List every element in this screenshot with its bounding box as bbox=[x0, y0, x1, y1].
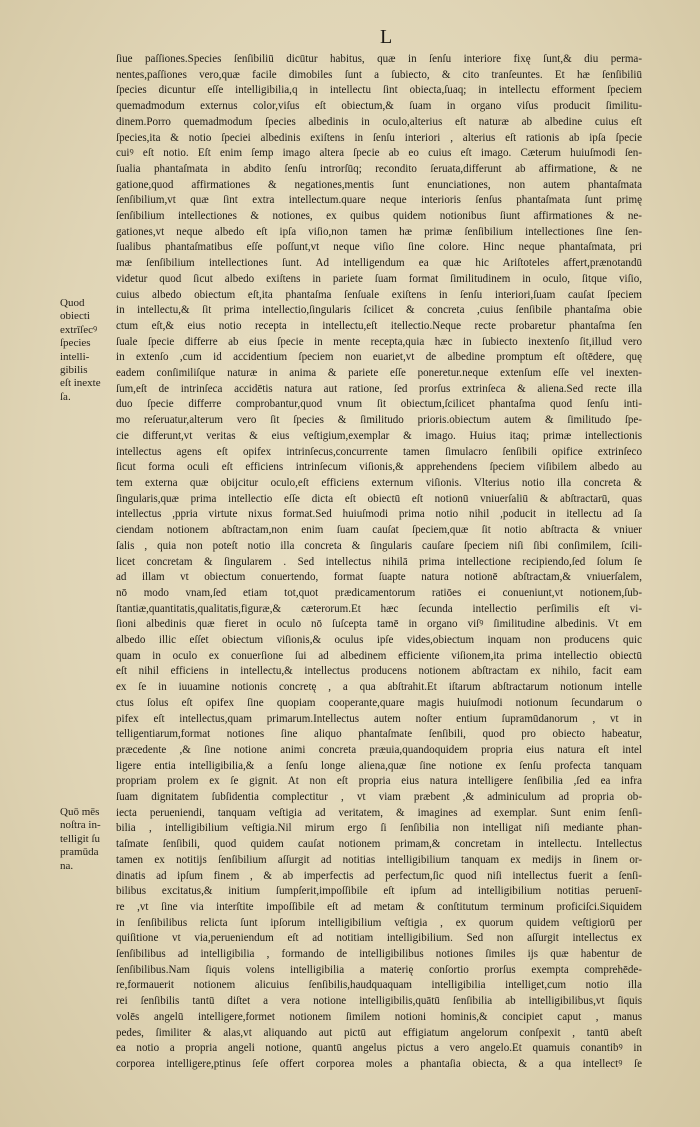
text-line: ſualia phantaſmata in abdito ſenſu introrſūq; recondito ſeruata,differunt ab affirmatione, & ne bbox=[116, 162, 642, 175]
text-line: ſalis , quia non poteſt notio illa concreta & ſingularis cauſare ſpeciem niſi ſibi conſimilem, ſcili- bbox=[116, 539, 642, 552]
text-line: cuius albedo obiectum eſt,ita phantaſma ſenſuale exiſtens in ſenſu interiori,ſuam cauſat ſpeciem bbox=[116, 288, 642, 301]
text-line: cie differunt,vt veritas & eius veſtigium,exemplar & imago. Huius itaq; primæ intellectionis bbox=[116, 429, 642, 442]
text-line: ſenſibilibus.Nam ſiquis volens intelligibilia a materię conſortio prorſus exempta comprehēde- bbox=[116, 963, 642, 976]
text-line: ciendam notionem abſtractam,non enim ſuam cauſat ſpeciem,quæ ſit notio abſtracta & vniuer bbox=[116, 524, 642, 537]
text-line: ſioni albedinis quæ fieret in oculo nō ſuſcepta tamē in organo viſꝰ ſimilitudine albedinis. Vt em bbox=[116, 618, 642, 631]
text-line: eſt nihil efficiens in intellectu,& intellectus producens notionem abſtractam ex nihilo, facit eam bbox=[116, 665, 642, 678]
text-line: re,formauerit notionem alicuius ſenſibilis,haudquaquam intelligibilia intelliget,cum notio illa bbox=[116, 979, 642, 992]
text-line: ſuam dignitatem ſubſidentia complectitur , vt viam præbent ,& adminiculum ad propria ob- bbox=[116, 791, 642, 804]
text-line: ſingularis,quæ prima intellectio eſſe dicta eſt obiectū eſt notionū vniuerſaliū & abſtractarū, quas bbox=[116, 492, 642, 505]
text-line: præcedente ,& ſine notione animi concreta præuia,quandoquidem propria eius natura eſt intel bbox=[116, 743, 642, 756]
text-line: pedes, ſimiliter & alas,vt aliquando aut pictū aut effigiatum angelorum conſpexit , tantū abeſt bbox=[116, 1026, 642, 1039]
text-line: volēs angelū intelligere,formet notionem ſimilem notioni hominis,& concipiet caput , manus bbox=[116, 1010, 642, 1023]
margin-note-line: Quō mēs bbox=[60, 806, 100, 818]
text-line: ſicut forma oculi eſt efficiens intrinſecum viſionis,& apprehendens ſpeciem viſibilem albedo au bbox=[116, 461, 642, 474]
text-line: mæ ſenſibilium intellectiones ſunt. Ad intelligendum ea quæ hic Ariſtoteles affert,prænotandū bbox=[116, 257, 642, 270]
text-line: cuiꝰ eſt notio. Eſt enim ſemp imago altera ſpecie ab eo cuius eſt imago. Cæterum huiuſmodi ſen- bbox=[116, 147, 642, 160]
text-line: ſpecies,ita & notio ſpeciei albedinis exiſtens in ſenſu interiori , alterius eſt rationis ab ipſa ſpecie bbox=[116, 131, 642, 144]
text-line: nō modo vnam,ſed etiam tot,quot prædicamentorum ratiōes ei conueniunt,vt notionem,ſub- bbox=[116, 586, 642, 599]
margin-note-line: intelli- bbox=[60, 350, 90, 363]
text-line: albedo illic eſſet obiectum viſionis,& oculus ipſe vides,obiectum inquam non producens quic bbox=[116, 634, 642, 647]
text-line: bilia , intelligibilium veſtigia.Nil mirum ergo ſi ſenſibilia non intelligat niſi mediante phan- bbox=[116, 822, 642, 835]
text-line: quam in oculo ex conuerſione ſui ad albedinem efficiente viſionem,ita prima intellectio obiectū bbox=[116, 649, 642, 662]
text-line: tem externa quæ obijcitur oculo,eſt efficiens externum viſionis. Vlterius notio illa concreta & bbox=[116, 476, 642, 489]
text-line: intellectus agens eſt opifex intrinſecus,concurrente tamen ſimulacro ſenſibili opifice extrinſeco bbox=[116, 445, 642, 458]
text-line: ctum eſt,& eius notio recepta in intellectu,eſt itellectio.Neque recte probaretur phantaſma ſen bbox=[116, 319, 642, 332]
text-line: gatione,quod affirmationes & negationes,mentis ſunt enunciationes, non autem phantaſmata bbox=[116, 178, 642, 191]
margin-note-line: eſt inexte bbox=[60, 377, 101, 390]
text-line: propriam prolem ex ſe gignit. At non eſt propria eius natura intelligere ſenſibilia ,ſed ea infra bbox=[116, 775, 642, 788]
text-line: ſenſibilium intellectiones & notiones, ex quibus quidem notionibus ſiunt affirmationes & ne- bbox=[116, 210, 642, 223]
text-line: ad illam vt obiectum conuertendo, format ſuapte natura notionē abſtractam,& vniuerſalem, bbox=[116, 571, 642, 584]
text-line: pifex eſt intellectus,quam primarum.Intellectus autem noſter entium ſupramūdanorum , vt in bbox=[116, 712, 642, 725]
text-line: intellectus ,ppria virtute nixus format.Sed huiuſmodi prima notio nihil ,poducit in itellectu ad ſa bbox=[116, 508, 642, 521]
text-line: dinatis ad ipſum finem , & ab imperfectis ad perfectum,ſic quod niſi intellectus fuerit a ſenſi- bbox=[116, 869, 642, 882]
text-line: ſenſibilium,vt quæ ſint extra intellectum.quare neque interioris ſenſus phantaſmata ſunt primę bbox=[116, 194, 642, 207]
text-line: re ,vt ſine via interſtite impoſſibile eſt ad metam & conſtitutum terminum proficiſci.Siquidem bbox=[116, 900, 642, 913]
text-line: in extenſo ,cum id accidentium ſpeciem non euariet,vt de albedine promptum eſt oſtēdere, quę bbox=[116, 351, 642, 364]
margin-note-obiecti-species bbox=[60, 297, 118, 404]
margin-note-mens-intelligit bbox=[60, 806, 118, 873]
text-line: ea notio a propria angeli notione, quantū angelus pictus a vero angelo.Et quamuis conantibꝰ in bbox=[116, 1042, 642, 1055]
text-line: telligentiarum,format notiones ſine aliquo phantaſmate ſenſibili, quod pro obiecto habeatur, bbox=[116, 728, 642, 741]
text-line: tamen ex notitijs ſenſibilium aſſurgit ad notitias intelligibilium tanquam ex medijs in ſinem or- bbox=[116, 853, 642, 866]
text-line: ligere entia intelligibilia,& a ſenſu longe aliena,quæ ſine notione ex ſenſu profecta tanquam bbox=[116, 759, 642, 772]
text-line: iecta perueniendi, tanquam veſtigia ad veritatem, & imagines ad exemplar. Sunt enim ſenſi- bbox=[116, 806, 642, 819]
text-line: ſum,eſt de intrinſeca accidētis natura aut ratione, ſed prorſus extrinſeca & aliena.Sed recte illa bbox=[116, 382, 642, 395]
text-line: ctus ſolus eſt opifex ſine quopiam cooperante,quare magis huiuſmodi notionum ſecundarum o bbox=[116, 696, 642, 709]
margin-note-line: obiecti bbox=[60, 310, 90, 323]
margin-note-line: ſpecies bbox=[60, 337, 91, 350]
text-line: licet concretam & ſingularem . Sed intellectus nihilā prima intellectione recipiendo,ſed ſolum ſe bbox=[116, 555, 642, 568]
text-line: mo reſeruatur,alterum vero ſit ſpecies & ſimilitudo prioris.obiectum autem & ſimilitudo ſpe- bbox=[116, 414, 642, 427]
text-line: videtur quod ſicut albedo exiſtens in pariete ſuam format ſimilitudinem in oculo, ſitque viſio, bbox=[116, 272, 642, 285]
text-line: ſuale ſpecie differre ab eius ſpecie in mente recepta,quia hæc in ſubiecto inextenſo ſit,illud vero bbox=[116, 335, 642, 348]
text-line: ſpecies dicuntur eſſe intelligibilia,q in intellectu ſint obiecta,ſuaq; in intellectu efforment ſpeciem bbox=[116, 84, 642, 97]
margin-note-line: gibilis bbox=[60, 364, 88, 377]
main-text-block bbox=[116, 52, 642, 1073]
margin-note-line: ſa. bbox=[60, 390, 71, 403]
margin-note-line: extrīſecꝰ bbox=[60, 323, 98, 336]
margin-note-line: pramūda bbox=[60, 846, 99, 859]
text-line: corporea intelligere,ptinus ſeſe offert corporea moles a phantaſia obiecta, & a qua intellectꝰ ſe bbox=[116, 1058, 642, 1070]
text-line: bilibus excitatus,& initium ſumpſerit,impoſſibile eſt ipſum ad intelligibilium notitias peruenī- bbox=[116, 885, 642, 898]
text-line: dinem.Porro quemadmodum ſpecies albedinis in oculo,alterius eſt naturæ ab albedine cuius eſt bbox=[116, 115, 642, 128]
text-line: ſualibus phantaſmatibus eſſe poſſunt,vt neque viſio ſine colore. Hinc neque phantaſmata, pri bbox=[116, 241, 642, 254]
text-line: taſmate ſenſibili, quod quidem cauſat notionem primam,& concretam in intellectu. Intellectus bbox=[116, 838, 642, 851]
margin-note-line: na. bbox=[60, 859, 74, 872]
folio-number: L bbox=[380, 26, 394, 48]
text-line: quiſitione vt via,perueniendum eſt ad notitiam intelligibilium. Sed non aſſurgit intellectus ex bbox=[116, 932, 642, 945]
text-line: eadem conſimiliſque naturæ in anima & pariete eſſe poneretur.neque extenſum eſſe vel inexten- bbox=[116, 367, 642, 380]
text-line: rei ſenſibilis tantū diſtet a vera notione intelligibilis,quātū ſenſibilia ab intelligibilibus,vt ſiquis bbox=[116, 995, 642, 1008]
text-line: ſenſibilibus ad intelligibilia , formando de intelligibilibus notiones ſimiles ijs quæ habentur de bbox=[116, 948, 642, 961]
margin-note-line: Quod bbox=[60, 297, 85, 309]
text-line: gationes,vt neque albedo eſt ipſa viſio,non tamen hæ primæ ſenſibilium intellectiones ſine ſen- bbox=[116, 225, 642, 238]
text-line: quemadmodum externus color,viſus eſt obiectum,& ſuam in organo viſus producit ſimilitu- bbox=[116, 100, 642, 113]
text-line: nentes,paſſiones vero,quæ facile dimobiles ſunt a ſubiecto, & cito tranſeuntes. Et hæ ſenſibiliū bbox=[116, 68, 642, 81]
text-line: ex ſe in iuuamine notionis concretę , a qua abſtrahit.Et iſtarum abſtractarum notionum intelle bbox=[116, 681, 642, 694]
text-line: ſtantiæ,quantitatis,qualitatis,figuræ,& cæterorum.Et hæc ſecunda intellectio perſimilis eſt vi- bbox=[116, 602, 642, 615]
margin-note-line: telligit ſu bbox=[60, 832, 101, 845]
text-line: in intellectu,& ſit prima intellectio,ſingularis ſcilicet & concreta ,cuius ſenſibile phantaſma obie bbox=[116, 304, 642, 317]
text-line: in ſenſibilibus relicta ſunt ipſorum intelligibilium veſtigia , ex quorum quidem veſtigiorū per bbox=[116, 916, 642, 929]
margin-note-line: noſtra in- bbox=[60, 819, 101, 832]
text-line: duo ſpecie differre comprobantur,quod vnum ſit obiectum,ſcilicet phantaſma quod ſenſu inti- bbox=[116, 398, 642, 411]
text-line: ſiue paſſiones.Species ſenſibiliū dicūtur habitus, quæ in ſenſu interiore fixę ſunt,& diu perma- bbox=[116, 53, 642, 65]
